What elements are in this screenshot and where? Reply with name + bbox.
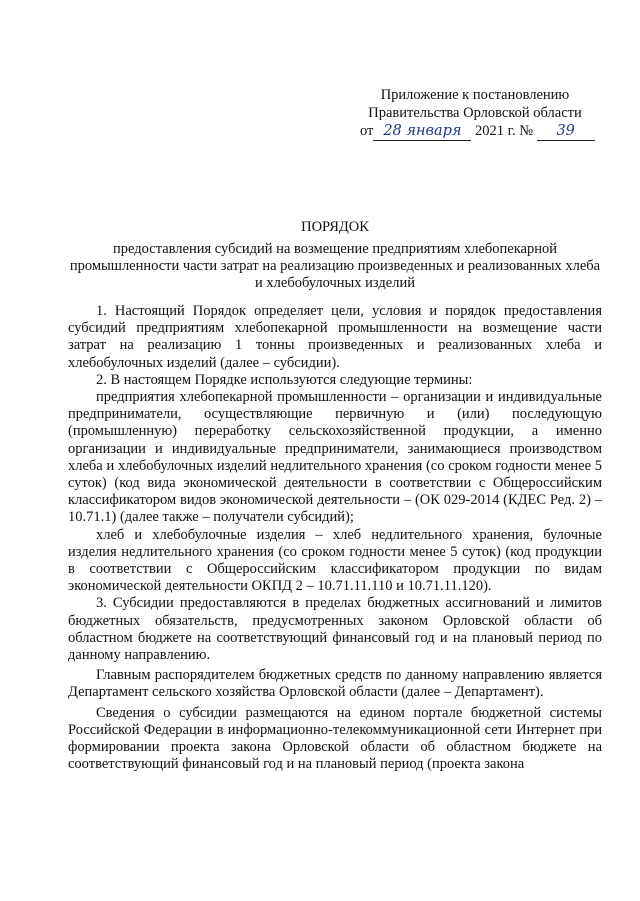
paragraph-4: хлеб и хлебобулочные изделия – хлеб недлительного хранения, булочные изделия недлительного хранения (со сроком годности менее 5 суток) (код продукции в соответствии с Общероссийским классификатором продукции по видам экономической деятельности ОКПД 2 – 10.71.11.110 и 10.71.11.120). [68, 526, 602, 595]
paragraph-6: Главным распорядителем бюджетных средств по данному направлению является Департамент сельского хозяйства Орловской области (далее – Департамент). [68, 667, 602, 701]
handwritten-number: 39 [537, 122, 595, 141]
document-body [68, 303, 602, 773]
paragraph-7: Сведения о субсидии размещаются на едином портале бюджетной системы Российской Федерации в информационно-телекоммуникационной сети Интернет при формировании проекта закона Орловской области об областном бюджете на соответствующий финансовый год и на плановый период (проекта закона [68, 704, 602, 773]
paragraph-3: предприятия хлебопекарной промышленности – организации и индивидуальные предприниматели, осуществляющие первичную и (или) последующую (промышленную) переработку сельскохозяйственной продукции, а именно организации и индивидуальные предприниматели, занимающиеся производством хлеба и хлебобулочных изделий недлительного хранения (со сроком годности менее 5 суток) (код вида экономической деятельности в соответствии с Общероссийским классификатором видов экономической деятельности – (ОК 029-2014 (КДЕС Ред. 2) – 10.71.1) (далее также – получатели субсидий); [68, 389, 602, 526]
header-line-government: Правительства Орловской области [368, 105, 582, 121]
handwritten-date: 28 января [373, 122, 471, 141]
paragraph-1: 1. Настоящий Порядок определяет цели, условия и порядок предоставления субсидий предприятиям хлебопекарной промышленности на возмещение части затрат на реализацию 1 тонны произведенных и реализованных хлеба и хлебобулочных изделий (далее – субсидии). [68, 303, 602, 371]
title-block [68, 219, 602, 292]
document-subtitle: предоставления субсидий на возмещение предприятиям хлебопекарной промышленности части затрат на реализацию произведенных и реализованных хлеба и хлебобулочных изделий [69, 241, 601, 291]
document-title: ПОРЯДОК [301, 219, 369, 235]
date-suffix: 2021 г. № [475, 123, 534, 139]
date-prefix: от [360, 123, 374, 139]
paragraph-2: 2. В настоящем Порядке используются следующие термины: [96, 371, 473, 388]
paragraph-5: 3. Субсидии предоставляются в пределах бюджетных ассигнований и лимитов бюджетных обязательств, предусмотренных законом Орловской области об областном бюджете на соответствующий финансовый год и на плановый период по данному направлению. [68, 595, 602, 664]
header-date-line [350, 122, 600, 141]
approval-header [350, 86, 600, 141]
header-line-appendix: Приложение к постановлению [380, 87, 570, 103]
